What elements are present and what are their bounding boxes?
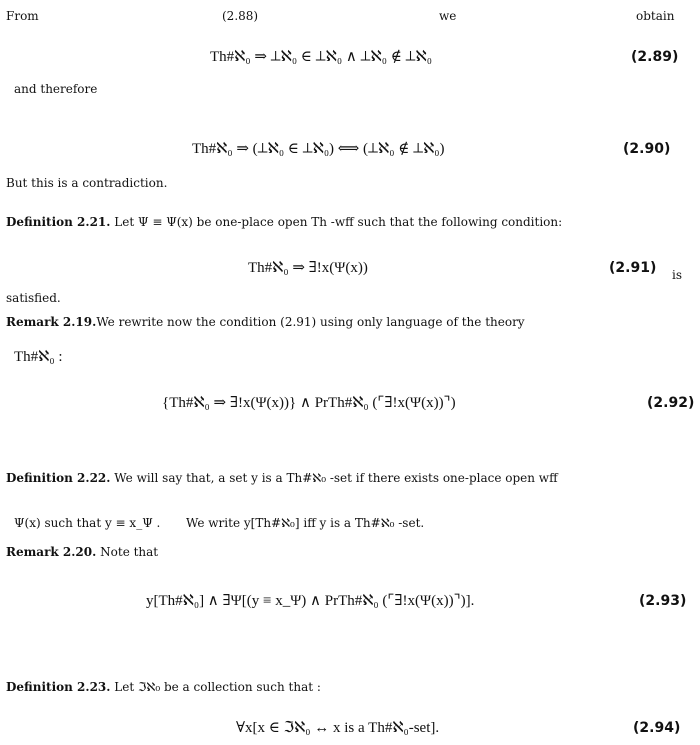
definition-2-22-text: We will say that, a set y is a Th#ℵ₀ -set if there exists one-place open wff [114, 471, 558, 485]
equation-2-91: Th#ℵ₀ ⇒ ∃!x(Ψ(x)) [248, 260, 368, 276]
equation-number-2-90: (2.90) [623, 141, 671, 157]
definition-2-23-text: Let ℑℵ₀ be a collection such that : [114, 680, 321, 694]
definition-2-22-label: Definition 2.22. [6, 471, 111, 485]
definition-2-23 [6, 680, 321, 694]
remark-2-19-label: Remark 2.19. [6, 315, 97, 329]
equation-number-2-93: (2.93) [639, 593, 687, 609]
word-obtain: obtain [636, 9, 675, 23]
equation-number-2-91: (2.91) [609, 260, 657, 276]
ref-2-88: (2.88) [222, 9, 259, 23]
equation-number-2-89: (2.89) [631, 49, 679, 65]
definition-2-22-line2b: We write y[Th#ℵ₀] iff y is a Th#ℵ₀ -set. [186, 516, 425, 530]
remark-2-20-text: Note that [100, 545, 159, 559]
remark-2-19-text: We rewrite now the condition (2.91) using only language of the theory [96, 315, 525, 329]
equation-2-93: y[Th#ℵ₀] ∧ ∃Ψ[(y ≡ x_Ψ) ∧ PrTh#ℵ₀ (⌜∃!x(Ψ(x))⌝)]. [146, 593, 475, 609]
equation-2-90: Th#ℵ₀ ⇒ (⟂ℵ₀ ∈ ⟂ℵ₀) ⟺ (⟂ℵ₀ ∉ ⟂ℵ₀) [192, 141, 445, 157]
remark-2-20-label: Remark 2.20. [6, 545, 97, 559]
remark-2-20 [6, 545, 158, 559]
word-from: From [6, 9, 39, 23]
definition-2-23-label: Definition 2.23. [6, 680, 111, 694]
equation-number-2-92: (2.92) [647, 395, 695, 411]
definition-2-21-label: Definition 2.21. [6, 215, 111, 229]
word-we: we [439, 9, 457, 23]
theory-symbol-colon: Th#ℵ₀ : [14, 349, 63, 365]
definition-2-22 [6, 471, 558, 485]
contradiction-text: But this is a contradiction. [6, 176, 168, 190]
equation-2-92: {Th#ℵ₀ ⇒ ∃!x(Ψ(x))} ∧ PrTh#ℵ₀ (⌜∃!x(Ψ(x))⌝) [162, 395, 456, 411]
definition-2-21 [6, 215, 562, 229]
definition-2-21-text: Let Ψ ≡ Ψ(x) be one-place open Th -wff such that the following condition: [114, 215, 563, 229]
remark-2-19 [6, 315, 525, 329]
equation-2-89: Th#ℵ₀ ⇒ ⟂ℵ₀ ∈ ⟂ℵ₀ ∧ ⟂ℵ₀ ∉ ⟂ℵ₀ [210, 49, 432, 65]
equation-2-94: ∀x[x ∈ ℑℵ₀ ↔ x is a Th#ℵ₀-set]. [236, 720, 440, 736]
satisfied-text: satisfied. [6, 291, 61, 305]
and-therefore-text: and therefore [14, 82, 98, 96]
equation-number-2-94: (2.94) [633, 720, 681, 736]
word-is: is [672, 268, 682, 282]
definition-2-22-line2a: Ψ(x) such that y ≡ x_Ψ . [14, 516, 161, 530]
